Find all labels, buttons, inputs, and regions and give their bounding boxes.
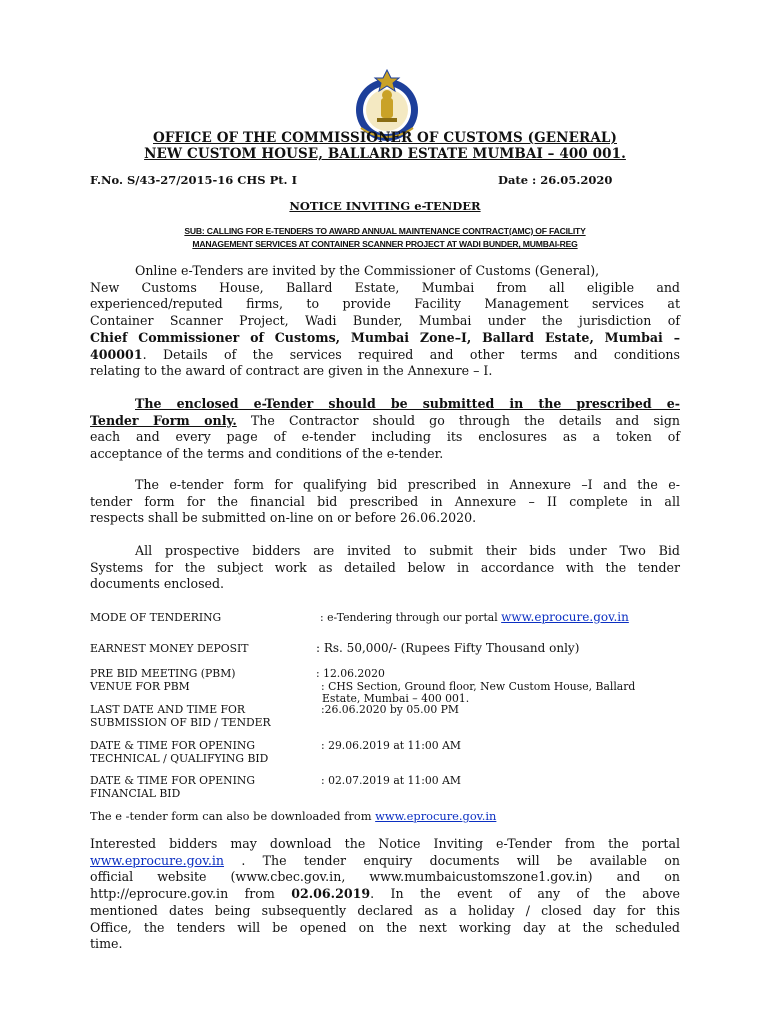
emd-label: EARNEST MONEY DEPOSIT xyxy=(90,642,249,655)
p5-line: . The tender enquiry documents will be available on xyxy=(224,852,680,868)
p4-line: Systems for the subject work as detailed below in accordance with the tender xyxy=(90,559,680,575)
p1-line: New Customs House, Ballard Estate, Mumbai from all eligible and xyxy=(90,279,680,295)
tender-form-bold: Tender Form only. xyxy=(90,412,237,428)
p1-line: experienced/reputed firms, to provide Facility Management services at xyxy=(90,296,680,312)
availability-date-bold: 02.06.2019 xyxy=(291,886,371,902)
p1-line: Online e-Tenders are invited by the Commissioner of Customs (General), xyxy=(135,263,600,278)
p2-line: The Contractor should go through the details and sign xyxy=(236,412,680,428)
p2-line: each and every page of e-tender including its enclosures as a token of xyxy=(90,429,680,445)
submission-bold: The enclosed e-Tender should be submitted in the prescribed e- xyxy=(135,396,680,411)
notice-title: NOTICE INVITING e-TENDER xyxy=(289,199,481,213)
eprocure-download-link[interactable]: www.eprocure.gov.in xyxy=(375,809,497,823)
p3-line: tender form for the financial bid prescribed in Annexure – II complete in all xyxy=(90,493,680,509)
eprocure-link[interactable]: www.eprocure.gov.in xyxy=(501,610,629,624)
office-title: OFFICE OF THE COMMISSIONER OF CUSTOMS (GENERAL) xyxy=(153,130,617,146)
subject-line-1: SUB: CALLING FOR E-TENDERS TO AWARD ANNUAL MAINTENANCE CONTRACT(AMC) OF FACILITY xyxy=(184,226,586,236)
tech-opening-label-2: TECHNICAL / QUALIFYING BID xyxy=(90,752,269,765)
mode-label: MODE OF TENDERING xyxy=(90,611,222,624)
download-text: The e -tender form can also be downloaded from xyxy=(90,809,376,823)
p5-line: mentioned dates being subsequently declared as a holiday / closed day for this xyxy=(90,902,680,918)
fin-opening-label: DATE & TIME FOR OPENING xyxy=(90,774,255,787)
jurisdiction-bold: Chief Commissioner of Customs, Mumbai Zone–I, Ballard Estate, Mumbai – xyxy=(90,329,680,345)
fin-opening-label-2: FINANCIAL BID xyxy=(90,787,181,800)
emd-value: : Rs. 50,000/- (Rupees Fifty Thousand only) xyxy=(316,641,580,655)
tech-opening-value: : 29.06.2019 at 11:00 AM xyxy=(321,739,461,752)
p4-line: All prospective bidders are invited to submit their bids under Two Bid xyxy=(135,543,680,558)
paragraph-download xyxy=(90,836,680,953)
eprocure-portal-link[interactable]: www.eprocure.gov.in xyxy=(90,852,225,868)
p1-line: relating to the award of contract are given in the Annexure – I. xyxy=(90,363,493,379)
office-address: NEW CUSTOM HOUSE, BALLARD ESTATE MUMBAI – 400 001. xyxy=(144,146,626,162)
p5-line: Office, the tenders will be opened on the next working day at the scheduled xyxy=(90,919,680,935)
paragraph-two-bid xyxy=(90,543,680,593)
p1-line: . Details of the services required and other terms and conditions xyxy=(142,346,680,362)
last-date-label: LAST DATE AND TIME FOR xyxy=(90,703,246,716)
paragraph-invitation xyxy=(90,263,680,380)
notice-date: Date : 26.05.2020 xyxy=(498,173,613,187)
p5-line: http://eprocure.gov.in from xyxy=(90,886,292,902)
p2-line: acceptance of the terms and conditions of the e-tender. xyxy=(90,446,444,462)
p3-line: respects shall be submitted on-line on or before 26.06.2020. xyxy=(90,510,477,526)
tech-opening-label: DATE & TIME FOR OPENING xyxy=(90,739,255,752)
p5-line: Interested bidders may download the Notice Inviting e-Tender from the portal xyxy=(90,836,680,851)
p5-line: . In the event of any of the above xyxy=(370,886,680,902)
last-date-label-2: SUBMISSION OF BID / TENDER xyxy=(90,716,271,729)
pbm-date: : 12.06.2020 xyxy=(316,667,385,680)
p5-line: time. xyxy=(90,936,123,952)
mode-value xyxy=(320,611,629,624)
fin-opening-value: : 02.07.2019 at 11:00 AM xyxy=(321,774,461,787)
pbm-label: PRE BID MEETING (PBM) xyxy=(90,667,236,680)
download-note xyxy=(90,810,496,823)
p4-line: documents enclosed. xyxy=(90,576,225,592)
p5-line: official website (www.cbec.gov.in, www.mumbaicustomszone1.gov.in) and on xyxy=(90,869,680,885)
p3-line: The e-tender form for qualifying bid prescribed in Annexure –I and the e- xyxy=(135,477,680,492)
venue-label: VENUE FOR PBM xyxy=(90,680,190,693)
pbm-venue-cont: Estate, Mumbai – 400 001. xyxy=(322,692,470,705)
subject-line-2: MANAGEMENT SERVICES AT CONTAINER SCANNER PROJECT AT WADI BUNDER, MUMBAI-REG xyxy=(192,239,578,249)
mode-text: : e-Tendering through our portal xyxy=(320,611,502,624)
p1-line: Container Scanner Project, Wadi Bunder, Mumbai under the jurisdiction of xyxy=(90,313,680,329)
last-date-value: :26.06.2020 by 05.00 PM xyxy=(321,703,459,716)
pincode-bold: 400001 xyxy=(90,346,143,362)
paragraph-submission xyxy=(90,396,680,463)
paragraph-deadline xyxy=(90,477,680,527)
pbm-venue: : CHS Section, Ground floor, New Custom House, Ballard xyxy=(321,680,636,693)
file-number: F.No. S/43-27/2015-16 CHS Pt. I xyxy=(90,173,297,187)
